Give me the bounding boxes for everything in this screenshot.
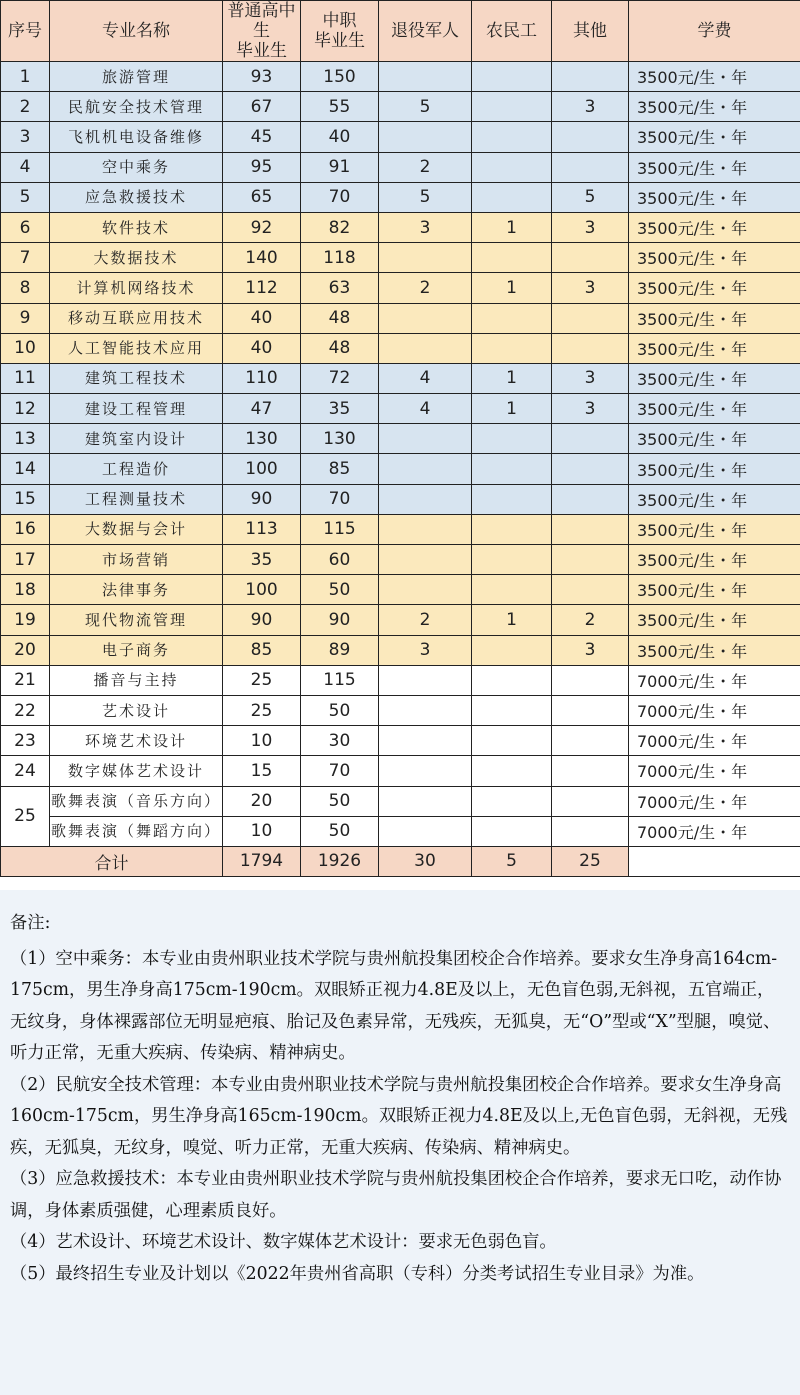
- cell-migrant: [472, 635, 552, 665]
- cell-migrant: [472, 786, 552, 816]
- header-highschool: [223, 1, 301, 62]
- cell-seq: 18: [1, 575, 50, 605]
- header-highschool-line1: 普通高中生: [227, 1, 296, 41]
- cell-vocational: 70: [301, 484, 379, 514]
- cell-migrant: [472, 575, 552, 605]
- cell-vocational: 70: [301, 182, 379, 212]
- cell-seq: 17: [1, 545, 50, 575]
- cell-seq: 14: [1, 454, 50, 484]
- cell-migrant: 1: [472, 363, 552, 393]
- cell-other: [552, 122, 629, 152]
- table-row: [1, 182, 800, 212]
- total-label: 合计: [1, 846, 223, 876]
- cell-other: [552, 484, 629, 514]
- table-row: [1, 92, 800, 122]
- cell-veteran: 2: [379, 152, 472, 182]
- cell-major: 民航安全技术管理: [50, 92, 223, 122]
- cell-vocational: 50: [301, 695, 379, 725]
- table-row: [1, 394, 800, 424]
- cell-fee: 3500元/生・年: [629, 575, 800, 605]
- cell-other: 3: [552, 273, 629, 303]
- cell-fee: 3500元/生・年: [629, 333, 800, 363]
- header-vocational: [301, 1, 379, 62]
- cell-veteran: [379, 303, 472, 333]
- cell-veteran: [379, 454, 472, 484]
- cell-fee: 3500元/生・年: [629, 152, 800, 182]
- cell-other: 5: [552, 182, 629, 212]
- cell-other: [552, 303, 629, 333]
- cell-veteran: 2: [379, 273, 472, 303]
- cell-highschool: 140: [223, 243, 301, 273]
- cell-other: [552, 545, 629, 575]
- cell-highschool: 15: [223, 756, 301, 786]
- cell-highschool: 40: [223, 333, 301, 363]
- cell-seq: 20: [1, 635, 50, 665]
- cell-seq: 7: [1, 243, 50, 273]
- table-row: [1, 333, 800, 363]
- cell-vocational: 85: [301, 454, 379, 484]
- cell-other: [552, 786, 629, 816]
- table-row: [1, 454, 800, 484]
- cell-other: 3: [552, 363, 629, 393]
- cell-major: 工程造价: [50, 454, 223, 484]
- cell-veteran: 3: [379, 212, 472, 242]
- cell-migrant: 1: [472, 212, 552, 242]
- cell-other: [552, 665, 629, 695]
- cell-vocational: 35: [301, 394, 379, 424]
- header-vocational-line2: 毕业生: [314, 31, 365, 51]
- cell-fee: 7000元/生・年: [629, 756, 800, 786]
- cell-veteran: [379, 695, 472, 725]
- table-row: [1, 303, 800, 333]
- cell-highschool: 90: [223, 605, 301, 635]
- table-row: [1, 273, 800, 303]
- header-major: 专业名称: [50, 1, 223, 62]
- note-item-1: （1）空中乘务：本专业由贵州职业技术学院与贵州航投集团校企合作培养。要求女生净身高164cm-175cm，男生净身高175cm-190cm。双眼矫正视力4.8E及以上，无色盲色弱,无斜视，五官端正，无纹身，身体裸露部位无明显疤痕、胎记及色素异常，无残疾，无狐臭，无“O”型或“X”型腿，嗅觉、听力正常，无重大疾病、传染病、精神病史。: [10, 948, 781, 1063]
- cell-major: 电子商务: [50, 635, 223, 665]
- cell-fee: 3500元/生・年: [629, 363, 800, 393]
- cell-other: [552, 243, 629, 273]
- cell-vocational: 48: [301, 333, 379, 363]
- table-body: [1, 62, 800, 877]
- cell-highschool: 45: [223, 122, 301, 152]
- cell-major: 计算机网络技术: [50, 273, 223, 303]
- total-vocational: 1926: [301, 846, 379, 876]
- cell-major: 移动互联应用技术: [50, 303, 223, 333]
- cell-fee: 3500元/生・年: [629, 243, 800, 273]
- cell-migrant: [472, 726, 552, 756]
- cell-veteran: [379, 786, 472, 816]
- header-row: [1, 1, 800, 62]
- cell-vocational: 60: [301, 545, 379, 575]
- cell-other: [552, 816, 629, 846]
- cell-highschool: 85: [223, 635, 301, 665]
- cell-fee: 3500元/生・年: [629, 514, 800, 544]
- cell-seq: 6: [1, 212, 50, 242]
- table-row-25a: [1, 786, 800, 816]
- cell-migrant: [472, 182, 552, 212]
- cell-migrant: 1: [472, 394, 552, 424]
- cell-seq: 1: [1, 62, 50, 92]
- cell-highschool: 35: [223, 545, 301, 575]
- cell-fee: 3500元/生・年: [629, 454, 800, 484]
- cell-other: 3: [552, 92, 629, 122]
- cell-major: 艺术设计: [50, 695, 223, 725]
- cell-fee: 7000元/生・年: [629, 665, 800, 695]
- cell-highschool: 25: [223, 665, 301, 695]
- cell-highschool: 90: [223, 484, 301, 514]
- cell-major: 歌舞表演（舞蹈方向）: [50, 816, 223, 846]
- cell-fee: 7000元/生・年: [629, 816, 800, 846]
- notes-title: 备注:: [10, 913, 51, 933]
- cell-veteran: 5: [379, 182, 472, 212]
- cell-seq: 10: [1, 333, 50, 363]
- cell-major: 工程测量技术: [50, 484, 223, 514]
- header-seq: 序号: [1, 1, 50, 62]
- cell-veteran: 4: [379, 394, 472, 424]
- cell-vocational: 63: [301, 273, 379, 303]
- table-row-25b: [1, 816, 800, 846]
- header-veteran: 退役军人: [379, 1, 472, 62]
- cell-highschool: 93: [223, 62, 301, 92]
- table-row: [1, 575, 800, 605]
- cell-seq: 12: [1, 394, 50, 424]
- table-row: [1, 363, 800, 393]
- cell-vocational: 150: [301, 62, 379, 92]
- note-item-4: （4）艺术设计、环境艺术设计、数字媒体艺术设计：要求无色弱色盲。: [10, 1232, 557, 1252]
- cell-veteran: 3: [379, 635, 472, 665]
- cell-highschool: 112: [223, 273, 301, 303]
- cell-vocational: 89: [301, 635, 379, 665]
- cell-other: 2: [552, 605, 629, 635]
- cell-fee: 3500元/生・年: [629, 394, 800, 424]
- cell-vocational: 30: [301, 726, 379, 756]
- cell-fee: 7000元/生・年: [629, 786, 800, 816]
- cell-seq: 25: [1, 786, 50, 846]
- cell-fee: 3500元/生・年: [629, 484, 800, 514]
- cell-vocational: 48: [301, 303, 379, 333]
- cell-fee: 3500元/生・年: [629, 62, 800, 92]
- note-item-2: （2）民航安全技术管理：本专业由贵州职业技术学院与贵州航投集团校企合作培养。要求女生净身高160cm-175cm，男生净身高165cm-190cm。双眼矫正视力4.8E及以上,无色盲色弱，无斜视，无残疾，无狐臭，无纹身，嗅觉、听力正常，无重大疾病、传染病、精神病史。: [10, 1074, 788, 1158]
- cell-seq: 21: [1, 665, 50, 695]
- header-highschool-line2: 毕业生: [236, 41, 287, 61]
- cell-seq: 2: [1, 92, 50, 122]
- cell-fee: 7000元/生・年: [629, 726, 800, 756]
- cell-highschool: 25: [223, 695, 301, 725]
- cell-veteran: [379, 575, 472, 605]
- cell-vocational: 70: [301, 756, 379, 786]
- cell-major: 环境艺术设计: [50, 726, 223, 756]
- cell-fee: 3500元/生・年: [629, 424, 800, 454]
- cell-vocational: 91: [301, 152, 379, 182]
- cell-fee: 3500元/生・年: [629, 635, 800, 665]
- cell-vocational: 72: [301, 363, 379, 393]
- cell-fee: 3500元/生・年: [629, 212, 800, 242]
- cell-highschool: 65: [223, 182, 301, 212]
- cell-migrant: [472, 514, 552, 544]
- table-row: [1, 665, 800, 695]
- cell-migrant: [472, 92, 552, 122]
- cell-major: 建设工程管理: [50, 394, 223, 424]
- cell-veteran: [379, 816, 472, 846]
- cell-migrant: [472, 695, 552, 725]
- cell-major: 旅游管理: [50, 62, 223, 92]
- cell-major: 应急救援技术: [50, 182, 223, 212]
- cell-veteran: [379, 243, 472, 273]
- cell-veteran: [379, 545, 472, 575]
- cell-major: 建筑工程技术: [50, 363, 223, 393]
- cell-other: [552, 62, 629, 92]
- cell-vocational: 55: [301, 92, 379, 122]
- cell-fee: 3500元/生・年: [629, 303, 800, 333]
- header-other: 其他: [552, 1, 629, 62]
- cell-seq: 9: [1, 303, 50, 333]
- cell-other: [552, 695, 629, 725]
- cell-migrant: 1: [472, 605, 552, 635]
- cell-other: 3: [552, 635, 629, 665]
- cell-seq: 22: [1, 695, 50, 725]
- table-row: [1, 62, 800, 92]
- cell-other: [552, 726, 629, 756]
- cell-highschool: 10: [223, 816, 301, 846]
- cell-veteran: [379, 484, 472, 514]
- cell-other: 3: [552, 394, 629, 424]
- cell-other: [552, 756, 629, 786]
- note-item-3: （3）应急救援技术：本专业由贵州职业技术学院与贵州航投集团校企合作培养，要求无口吃，动作协调，身体素质强健，心理素质良好。: [10, 1169, 782, 1221]
- cell-fee: 3500元/生・年: [629, 545, 800, 575]
- cell-seq: 4: [1, 152, 50, 182]
- cell-highschool: 20: [223, 786, 301, 816]
- cell-veteran: 4: [379, 363, 472, 393]
- cell-highschool: 95: [223, 152, 301, 182]
- total-row: [1, 846, 800, 876]
- cell-seq: 19: [1, 605, 50, 635]
- cell-migrant: [472, 122, 552, 152]
- cell-vocational: 82: [301, 212, 379, 242]
- cell-other: [552, 575, 629, 605]
- cell-other: [552, 333, 629, 363]
- cell-fee: 3500元/生・年: [629, 605, 800, 635]
- cell-highschool: 130: [223, 424, 301, 454]
- cell-other: [552, 424, 629, 454]
- cell-veteran: 5: [379, 92, 472, 122]
- cell-veteran: [379, 122, 472, 152]
- cell-major: 市场营销: [50, 545, 223, 575]
- cell-seq: 13: [1, 424, 50, 454]
- total-highschool: 1794: [223, 846, 301, 876]
- cell-seq: 16: [1, 514, 50, 544]
- cell-veteran: [379, 424, 472, 454]
- cell-migrant: [472, 454, 552, 484]
- table-row: [1, 484, 800, 514]
- table-row: [1, 514, 800, 544]
- table-row: [1, 695, 800, 725]
- cell-vocational: 50: [301, 575, 379, 605]
- cell-migrant: [472, 545, 552, 575]
- table-row: [1, 756, 800, 786]
- cell-major: 建筑室内设计: [50, 424, 223, 454]
- cell-vocational: 130: [301, 424, 379, 454]
- cell-vocational: 50: [301, 816, 379, 846]
- cell-major: 法律事务: [50, 575, 223, 605]
- cell-vocational: 50: [301, 786, 379, 816]
- cell-highschool: 67: [223, 92, 301, 122]
- total-veteran: 30: [379, 846, 472, 876]
- cell-major: 软件技术: [50, 212, 223, 242]
- cell-major: 大数据技术: [50, 243, 223, 273]
- cell-highschool: 92: [223, 212, 301, 242]
- cell-major: 空中乘务: [50, 152, 223, 182]
- cell-major: 数字媒体艺术设计: [50, 756, 223, 786]
- cell-seq: 23: [1, 726, 50, 756]
- cell-other: [552, 152, 629, 182]
- cell-seq: 5: [1, 182, 50, 212]
- cell-vocational: 40: [301, 122, 379, 152]
- notes-section: [0, 890, 800, 1395]
- table-row: [1, 122, 800, 152]
- table-row: [1, 243, 800, 273]
- header-migrant: 农民工: [472, 1, 552, 62]
- cell-fee: 3500元/生・年: [629, 122, 800, 152]
- header-vocational-line1: 中职: [322, 11, 357, 31]
- total-other: 25: [552, 846, 629, 876]
- cell-migrant: [472, 424, 552, 454]
- cell-veteran: [379, 665, 472, 695]
- cell-migrant: [472, 333, 552, 363]
- table-row: [1, 424, 800, 454]
- cell-other: 3: [552, 212, 629, 242]
- cell-migrant: [472, 756, 552, 786]
- cell-highschool: 100: [223, 575, 301, 605]
- cell-seq: 24: [1, 756, 50, 786]
- cell-veteran: [379, 514, 472, 544]
- table-row: [1, 635, 800, 665]
- cell-highschool: 40: [223, 303, 301, 333]
- cell-migrant: 1: [472, 273, 552, 303]
- cell-migrant: [472, 665, 552, 695]
- cell-migrant: [472, 816, 552, 846]
- cell-vocational: 115: [301, 665, 379, 695]
- total-fee: [629, 846, 800, 876]
- table-row: [1, 726, 800, 756]
- table-row: [1, 605, 800, 635]
- cell-highschool: 110: [223, 363, 301, 393]
- cell-migrant: [472, 243, 552, 273]
- table-row: [1, 212, 800, 242]
- cell-seq: 3: [1, 122, 50, 152]
- cell-veteran: 2: [379, 605, 472, 635]
- cell-other: [552, 514, 629, 544]
- cell-migrant: [472, 303, 552, 333]
- cell-highschool: 100: [223, 454, 301, 484]
- cell-major: 歌舞表演（音乐方向）: [50, 786, 223, 816]
- cell-fee: 3500元/生・年: [629, 273, 800, 303]
- cell-vocational: 118: [301, 243, 379, 273]
- cell-seq: 15: [1, 484, 50, 514]
- header-fee: 学费: [629, 1, 800, 62]
- cell-major: 现代物流管理: [50, 605, 223, 635]
- cell-migrant: [472, 62, 552, 92]
- cell-highschool: 113: [223, 514, 301, 544]
- cell-veteran: [379, 726, 472, 756]
- cell-major: 播音与主持: [50, 665, 223, 695]
- note-item-5: （5）最终招生专业及计划以《2022年贵州省高职（专科）分类考试招生专业目录》为准。: [10, 1263, 705, 1284]
- table-row: [1, 152, 800, 182]
- cell-migrant: [472, 484, 552, 514]
- cell-veteran: [379, 333, 472, 363]
- cell-other: [552, 454, 629, 484]
- cell-fee: 3500元/生・年: [629, 182, 800, 212]
- cell-seq: 8: [1, 273, 50, 303]
- cell-highschool: 10: [223, 726, 301, 756]
- table-row: [1, 545, 800, 575]
- cell-fee: 7000元/生・年: [629, 695, 800, 725]
- cell-major: 大数据与会计: [50, 514, 223, 544]
- cell-major: 人工智能技术应用: [50, 333, 223, 363]
- cell-veteran: [379, 756, 472, 786]
- cell-seq: 11: [1, 363, 50, 393]
- cell-major: 飞机机电设备维修: [50, 122, 223, 152]
- cell-vocational: 115: [301, 514, 379, 544]
- cell-vocational: 90: [301, 605, 379, 635]
- cell-veteran: [379, 62, 472, 92]
- cell-fee: 3500元/生・年: [629, 92, 800, 122]
- total-migrant: 5: [472, 846, 552, 876]
- cell-highschool: 47: [223, 394, 301, 424]
- cell-migrant: [472, 152, 552, 182]
